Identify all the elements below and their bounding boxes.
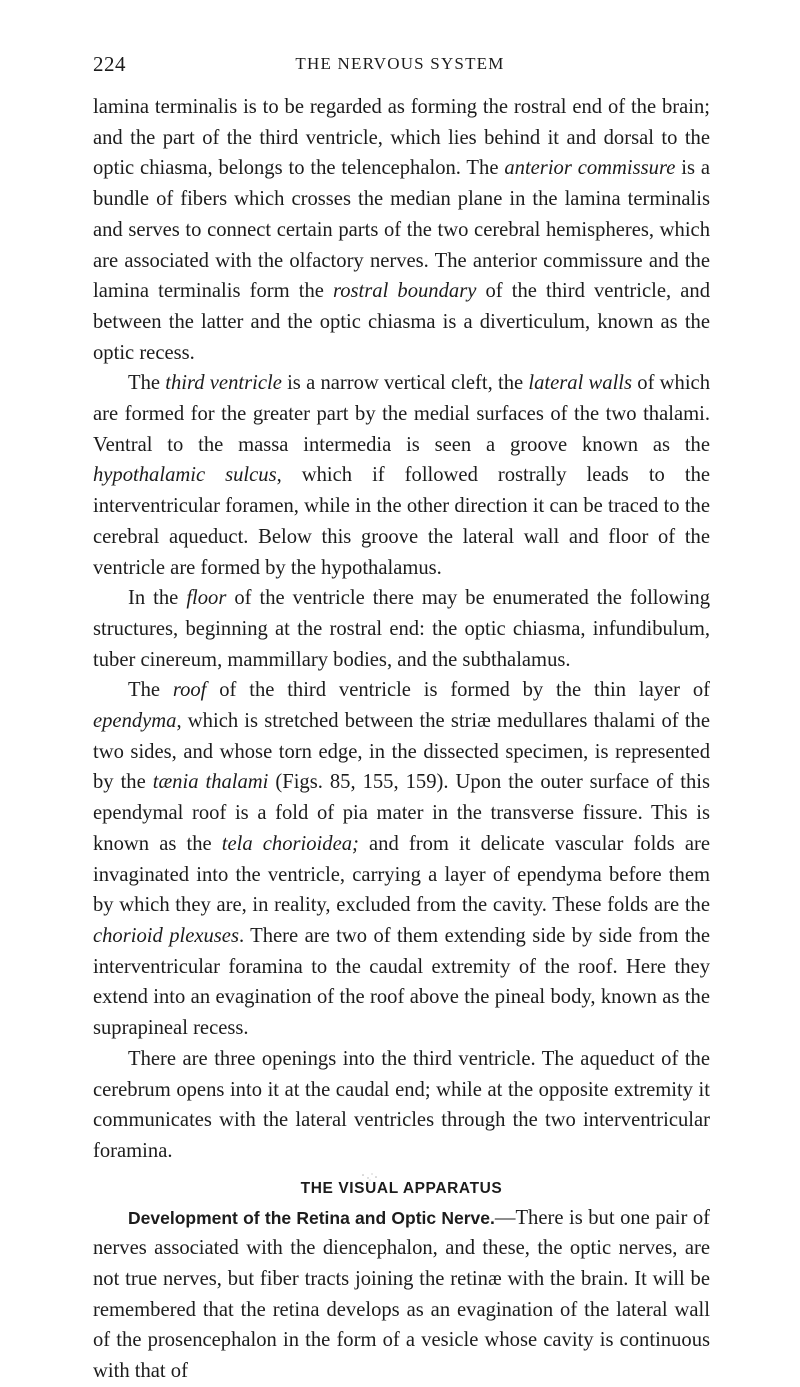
italic-term: lateral walls [528,372,633,395]
italic-term: chorioid plexuses [93,924,239,947]
text-run: and from it delicate vascular folds are invaginated into the ventricle, carrying a layer of ependyma before them by which they are, in reality, excluded from the cavity. These folds are the [93,832,710,917]
italic-term: roof [172,679,207,702]
italic-term: floor [186,587,227,610]
text-run: of the third ventricle is formed by the thin layer of [206,679,710,702]
text-run: is a bundle of fibers which crosses the median plane in the lamina terminalis and serves to connect certain parts of the two cerebral hemispheres, which are associated with the olfactory nerves. The anterior commissure and the lamina terminalis form the [93,157,710,303]
text-run: . There are two of them extending side by side from the interventricular foramina to the caudal extremity of the roof. Here they extend into an evagination of the roof above the pineal body, known as the suprapineal recess. [93,924,711,1040]
text-run: of the ventricle there may be enumerated the following structures, beginning at the rostral end: the optic chiasma, infundibulum, tuber cinereum, mammillary bodies, and the subthalamus. [93,587,710,671]
paragraph [93,675,710,1043]
paragraph-list [93,92,710,1167]
running-head [0,52,800,82]
text-run: There are three openings into the third ventricle. The aqueduct of the cerebrum opens into it at the caudal end; while at the opposite extremity it communicates with the lateral ventricles through the two interventricular foramina. [93,1047,710,1162]
text-run: of which are formed for the greater part by the medial surfaces of the two thalami. Ventral to the massa intermedia is seen a groove known as the [93,372,710,456]
italic-term: third ventricle [165,372,282,395]
text-run: , which if followed rostrally leads to the interventricular foramen, while in the other direction it can be traced to the cerebral aqueduct. Below this groove the lateral wall and floor of the ventricle are formed by the hypothalamus. [93,464,711,579]
text-run: , which is stretched between the striæ medullares thalami of the two sides, and whose torn edge, in the dissected specimen, is represented by the [93,710,710,794]
text-run: is a narrow vertical cleft, the [281,372,529,395]
text-run: —There is but one pair of nerves associated with the diencephalon, and these, the optic nerves, are not true nerves, but fiber tracts joining the retinæ with the brain. It will be remembered that the retina develops as an evagination of the lateral wall of the prosencephalon in the form of a vesicle whose cavity is continuous with that of [93,1206,711,1383]
italic-term: hypothalamic sulcus [93,464,277,487]
text-run: In the [128,587,187,610]
page-number: 224 [93,52,126,76]
section-heading: THE VISUAL APPARATUS [300,1179,503,1197]
text-run: of the third ventricle, and between the latter and the optic chiasma is a diverticulum, known as the optic recess. [93,280,710,364]
italic-term: tænia thalami [152,771,269,794]
italic-term: ependyma [93,710,177,733]
paragraph [93,583,710,675]
italic-term: anterior commissure [504,157,676,180]
paragraph [93,368,710,583]
subsection-title: Development of the Retina and Optic Nerve. [128,1207,495,1228]
text-run: The [128,372,166,395]
text-run: (Figs. 85, 155, 159). Upon the outer surface of this ependymal roof is a fold of pia mater in the transverse fissure. This is known as the [93,771,710,855]
paragraph [93,92,710,368]
italic-term: tela chorioidea; [221,832,359,855]
paragraph [93,1044,710,1167]
running-title: THE NERVOUS SYSTEM [295,54,505,73]
italic-term: rostral boundary [333,280,477,303]
text-run: lamina terminalis is to be regarded as forming the rostral end of the brain; and the part of the third ventricle, which lies behind it and dorsal to the optic chiasma, belongs to the telencephalon. The [93,96,710,180]
print-speck [360,1170,380,1182]
section-paragraph [93,1203,710,1387]
body-text [93,92,710,1387]
text-run: The [128,679,173,702]
